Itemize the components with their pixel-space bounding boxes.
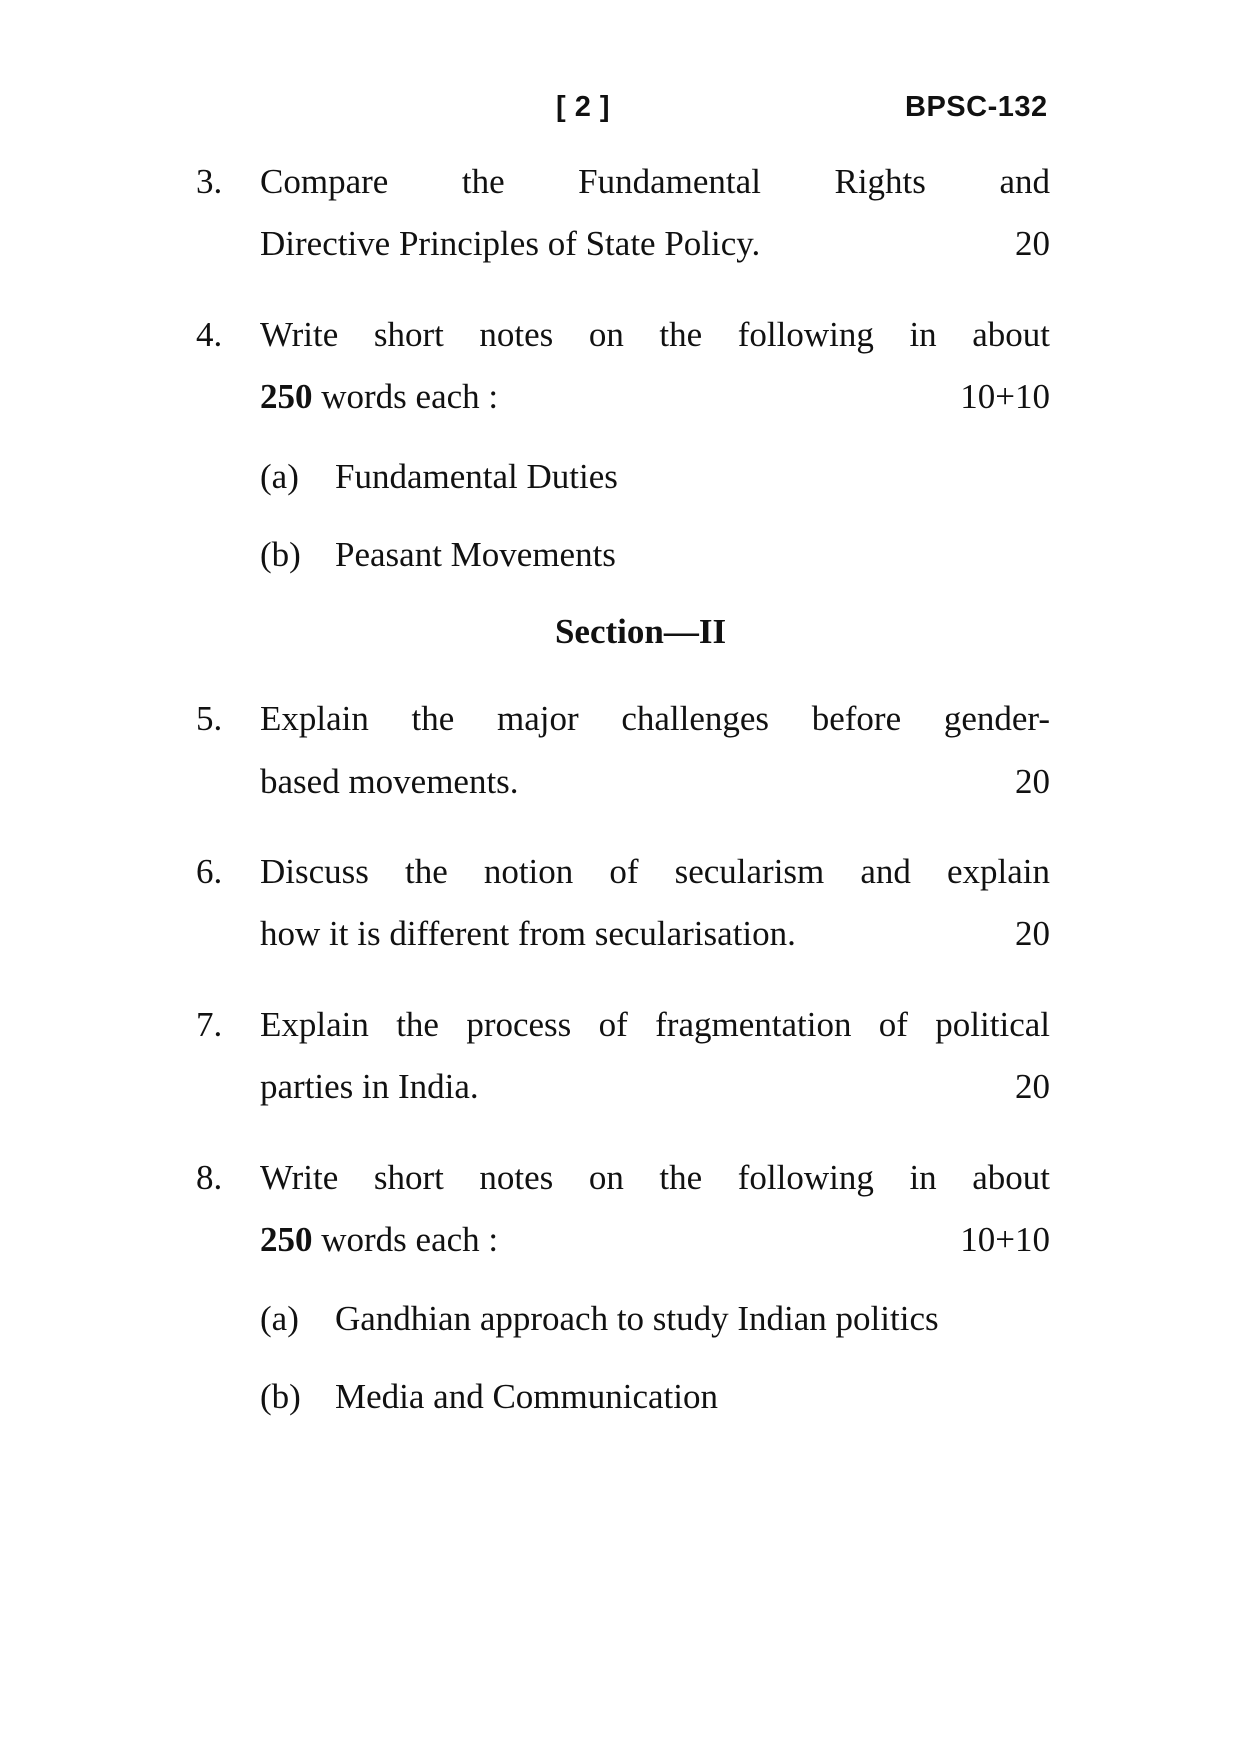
question-text-line-2 xyxy=(260,912,1050,956)
question-text-line-1: Explain the process of fragmentation of political xyxy=(260,1005,1050,1044)
question-number: 5. xyxy=(196,699,223,738)
question-number: 7. xyxy=(196,1005,223,1044)
marks: 20 xyxy=(1015,762,1050,801)
page-number: [ 2 ] xyxy=(556,91,611,123)
sub-question-label: (b) xyxy=(260,535,301,574)
question-text: words each : xyxy=(312,1220,499,1259)
question-text-line-1: Discuss the notion of secularism and explain xyxy=(260,852,1050,891)
marks: 20 xyxy=(1015,1067,1050,1106)
paper-code: BPSC-132 xyxy=(905,91,1048,123)
question-number: 3. xyxy=(196,162,223,201)
question-number: 8. xyxy=(196,1158,223,1197)
question-text-line-2 xyxy=(260,1065,1050,1109)
question-text: how it is different from secularisation. xyxy=(260,914,796,953)
question-text-line-1: Explain the major challenges before gender- xyxy=(260,699,1050,738)
question-text-line-1: Write short notes on the following in about xyxy=(260,1158,1050,1197)
question-text: based movements. xyxy=(260,762,519,801)
sub-question-text: Gandhian approach to study Indian politics xyxy=(335,1299,939,1338)
question-text-line-2 xyxy=(260,375,1050,419)
question-text: Directive Principles of State Policy. xyxy=(260,224,761,263)
marks: 20 xyxy=(1015,914,1050,953)
sub-question-text: Fundamental Duties xyxy=(335,457,618,496)
word-count: 250 xyxy=(260,377,313,416)
sub-question-label: (a) xyxy=(260,457,299,496)
sub-question-text: Peasant Movements xyxy=(335,535,616,574)
marks: 20 xyxy=(1015,224,1050,263)
sub-question-text: Media and Communication xyxy=(335,1377,718,1416)
question-text-line-2 xyxy=(260,1218,1050,1262)
sub-question-label: (a) xyxy=(260,1299,299,1338)
question-number: 4. xyxy=(196,315,223,354)
question-text-line-2 xyxy=(260,222,1050,266)
question-text-line-1: Write short notes on the following in about xyxy=(260,315,1050,354)
question-text-line-1: Compare the Fundamental Rights and xyxy=(260,162,1050,201)
question-text: parties in India. xyxy=(260,1067,479,1106)
question-number: 6. xyxy=(196,852,223,891)
marks: 10+10 xyxy=(960,377,1050,416)
question-text-line-2 xyxy=(260,760,1050,804)
word-count: 250 xyxy=(260,1220,313,1259)
marks: 10+10 xyxy=(960,1220,1050,1259)
section-heading: Section—II xyxy=(554,612,727,651)
sub-question-label: (b) xyxy=(260,1377,301,1416)
question-text: words each : xyxy=(312,377,499,416)
